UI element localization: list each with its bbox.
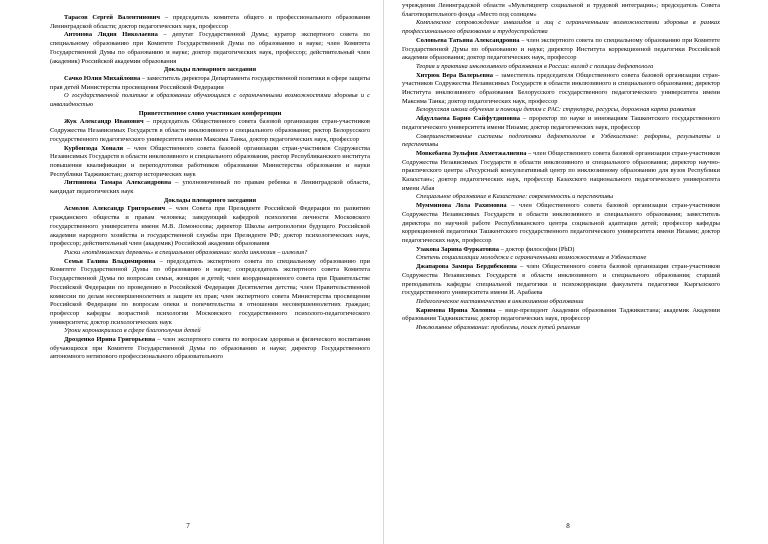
speaker-entry <box>50 75 370 92</box>
speaker-entry <box>50 179 370 196</box>
speaker-description: – проректор по науке и инновациям Ташкентского государственного педагогического университета имени Низами; доктор педагогических наук, профессор <box>402 115 720 131</box>
speaker-name: Асмолов Александр Григорьевич <box>64 205 166 213</box>
speaker-description: – заместитель директора Департамента государственной политики в сфере защиты прав детей Министерства просвещения Российской Федерации <box>50 74 370 91</box>
speaker-description: – член Общественного совета базовой организации стран-участников Содружества Независимых Государств в области инклюзивного и специального образования; старший преподаватель кафедры специальной педагогики и психокоррекции факультета педагогики Кыргызского государственного университета имени И. Арабаева <box>402 263 720 297</box>
report-title: Теория и практика инклюзивного образования в России: взгляд с позиции дефектолога <box>416 62 654 70</box>
report-title: Риски «потёмкинских деревень» в специальном образовании: когда инклюзия – иллюзия? <box>64 248 308 256</box>
right-page <box>384 0 768 544</box>
report-title: Белорусская школа обучения и помощи детям с РАС: структура, ресурсы, дорожная карта развития <box>416 106 696 114</box>
page-number: 7 <box>186 522 190 530</box>
speaker-name: Абдуллаева Барно Сайфутдиновна <box>416 115 520 123</box>
speaker-entry <box>402 72 720 107</box>
report-title: Уроки коронакризиса в сфере благополучия детей <box>64 327 201 335</box>
speaker-name: Соловьева Татьяна Александровна <box>416 36 520 44</box>
speaker-entry <box>50 336 370 362</box>
speaker-entry <box>402 150 720 194</box>
speaker-name: Курбонзода Хонали <box>64 144 124 152</box>
report-title: Педагогическое наставничество в инклюзивном образовании <box>416 297 584 305</box>
speaker-description: – уполномоченный по правам ребенка в Ленинградской области, кандидат педагогических наук <box>50 179 370 196</box>
left-page-content <box>50 14 370 362</box>
speaker-name: Хитрюк Вера Валерьевна <box>416 71 493 79</box>
speaker-entry <box>402 307 720 324</box>
speaker-description: – заместитель председателя Общественного совета базовой организации стран-участников Содружества Независимых Государств в области инклюзивного и специального образования; директор Института инклюзивного образования Белорусского государственного педагогического университета имени Максима Танка; доктор педагогических наук, профессор <box>402 71 720 105</box>
speaker-name: Сачко Юлия Михайловна <box>64 74 141 82</box>
speaker-entry <box>402 202 720 246</box>
report-title: Комплексное сопровождение инвалидов и лиц с ограниченными возможностями здоровья в рамках профессионального образования и трудоустройства <box>402 19 720 36</box>
speaker-name: Жук Александр Иванович <box>64 118 144 126</box>
report-title: Специальное образование в Казахстане: современность и перспективы <box>416 193 614 201</box>
report-title: Совершенствование системы подготовки дефектологов в Узбекистане: реформы, результаты и перспективы <box>402 132 720 149</box>
speaker-name: Джапарова Замира Бердибековна <box>416 263 517 271</box>
speaker-description: – член Общественного совета базовой организации стран-участников Содружества Независимых Государств в области инклюзивного и специального образования; директор научно-практического центра «Ресурсный консультативный центр по инклюзивному образованию для вузов Республики Казахстан»; доктор педагогических наук, профессор Казахского национального педагогического университета имени Абая <box>402 149 720 192</box>
speaker-description: – вице-президент Академии образования Таджикистана; академик Академии образования Таджикистана; доктор педагогических наук, профессор <box>402 306 720 323</box>
speaker-entry <box>50 14 370 31</box>
speaker-name: Мумминова Лола Рахимовна <box>416 202 507 210</box>
speaker-entry <box>402 115 720 132</box>
speaker-entry <box>402 263 720 298</box>
speaker-name: Литвинова Тамара Александровна <box>64 179 172 187</box>
right-page-content <box>402 2 720 333</box>
speaker-description: – член экспертного совета по вопросам здоровья и физического воспитания обучающихся при Комитете Государственной Думы по образованию и науке; директор Государственного автономного нетипового профессионального образовательного <box>50 336 370 361</box>
speaker-name: Дрозденко Ирина Григорьевна <box>64 336 156 344</box>
continued-text: учреждения Ленинградской области «Мультицентр социальной и трудовой интеграции»; председатель Совета благотворительного фонда «Место под солнцем» <box>402 2 720 18</box>
speaker-description: – председатель экспертного совета по специальному образованию при Комитете Государственной Думы по образованию и науке; сопредседатель экспертного совета Комитета Государственной Думы по вопросам семьи, женщин и детей; член координационного совета при Правительстве Российской Федерации по проведению в Российской Федерации Десятилетия детства; член Правительственной комиссии по делам несовершеннолетних и защите их прав; член экспертного совета Министерства просвещения Российской Федерации по вопросам опеки и попечительства в отношении несовершеннолетних граждан; профессор кафедры возрастной психологии Московского государственного психолого-педагогического университета; доктор психологических наук <box>50 257 370 326</box>
speaker-description: – доктор философии (PhD) <box>498 245 575 253</box>
section-heading: Доклады пленарного заседания <box>163 66 257 74</box>
section-heading: Доклады пленарного заседания <box>163 196 257 204</box>
speaker-entry <box>50 31 370 66</box>
speaker-entry <box>50 145 370 180</box>
speaker-description: – член экспертного совета по специальному образованию при Комитете Государственной Думы по образованию и науке; директор Института коррекционной педагогики Российской академии образования; доктор педагогических наук, профессор <box>402 36 720 62</box>
speaker-name: Мовкебаева Зульфия Ахметжалиевна <box>416 149 527 157</box>
speaker-description: – председатель Общественного совета базовой организации стран-участников Содружества Независимых Государств в области инклюзивного и специального образования; ректор Белорусского государственного педагогического университета имени Максима Танка, доктор педагогических наук, профессор <box>50 118 370 143</box>
speaker-description: – член Совета при Президенте Российской Федерации по развитию гражданского общества и правам человека; заведующий кафедрой психологии личности Московского государственного университета имени М.В. Ломоносова; директор Школы антропологии будущего Российской академии народного хозяйства и государственной службы при Президенте РФ; доктор психологических наук, профессор; действительный член (академик) Российской академии образования <box>50 205 370 248</box>
speaker-name: Тарасов Сергей Валентинович <box>64 14 161 21</box>
speaker-name: Семья Галина Владимировна <box>64 257 156 265</box>
speaker-description: – депутат Государственной Думы; куратор экспертного совета по специальному образованию при Комитете Государственной Думы по образованию и науке; член Комитета Государственной Думы по образованию и науке; доктор педагогических наук, профессор; действительный член (академик) Российской академии образования <box>50 31 370 65</box>
speaker-description: – председатель комитета общего и профессионального образования Ленинградской области; доктор педагогических наук, профессор <box>50 14 370 30</box>
speaker-entry <box>402 246 720 255</box>
speaker-description: – член Общественного совета базовой организации стран-участников Содружества Независимых Государств в области инклюзивного и специального образования, ректор Республиканского института повышения квалификации и переподготовки работников образования Министерства образования и науки Республики Таджикистан; доктор исторических наук <box>50 144 370 178</box>
report-title: О государственной политике в образовании обучающихся с ограниченными возможностями здоровья и с инвалидностью <box>50 92 370 109</box>
speaker-name: Узакова Зарина Фуркатовна <box>416 245 499 253</box>
speaker-entry <box>402 37 720 63</box>
speaker-name: Антонова Лидия Николаевна <box>64 31 158 39</box>
section-heading: Приветственное слово участникам конференции <box>138 109 282 117</box>
speaker-entry <box>50 118 370 144</box>
speaker-name: Каримова Ирина Холовна <box>416 306 496 314</box>
speaker-description: – член Общественного совета базовой организации стран-участников Содружества Независимых Государств в области инклюзивного и специального образования; заместитель директора по научной работе Республиканского центра социальной адаптации детей; профессор кафедры коррекционной педагогики Ташкентского государственного педагогического университета имени Низами; доктор педагогических наук, профессор <box>402 202 720 244</box>
report-title: Инклюзивное образование: проблемы, поиск путей решения <box>416 324 580 332</box>
speaker-entry <box>50 205 370 249</box>
page-number: 8 <box>566 522 570 530</box>
report-title: Степень социализации молодежи с ограниченными возможностями в Узбекистане <box>416 254 647 262</box>
speaker-entry <box>50 258 370 328</box>
